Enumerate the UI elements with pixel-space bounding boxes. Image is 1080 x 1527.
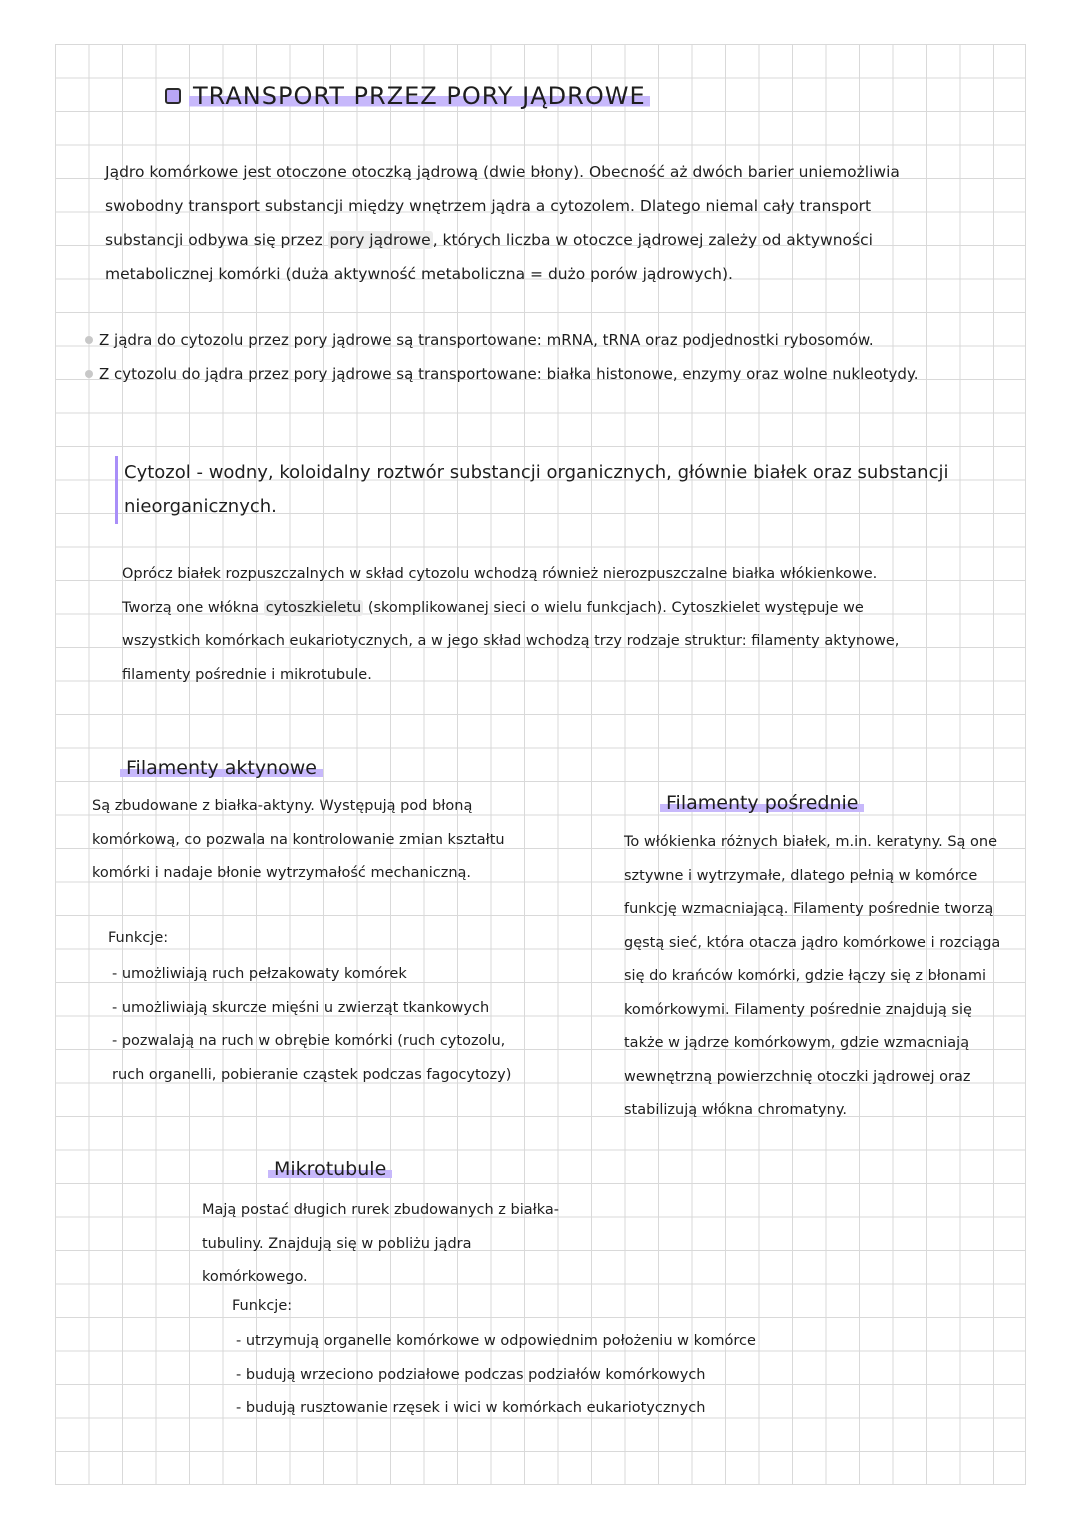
actin-functions-label: Funkcje: <box>108 930 169 946</box>
title-row <box>165 82 650 110</box>
actin-heading: Filamenty aktynowe <box>120 757 323 779</box>
intermediate-heading: Filamenty pośrednie <box>660 792 864 814</box>
actin-text: Są zbudowane z białka-aktyny. Występują pod błoną komórkową, co pozwala na kontrolowanie zmian kształtu komórki i nadaje błonie wytrzymałość mechaniczną. <box>92 798 505 881</box>
list-item: - budują rusztowanie rzęsek i wici w komórkach eukariotycznych <box>236 1392 956 1426</box>
intro-highlight: pory jądrowe <box>329 231 431 249</box>
cytoskeleton-paragraph: Oprócz białek rozpuszczalnych w skład cytozolu wchodzą również nierozpuszczalne białka włókienkowe. Tworzą one włókna cytoszkieletu (skomplikowanej sieci o wielu funkcjach). Cytoszkielet występuje we wszystkich komórkach eukariotycznych, a w jego skład wchodzą trzy rodzaje struktur: filamenty aktynowe, filamenty pośrednie i mikrotubule. <box>122 566 900 683</box>
intro-text-1: Jądro komórkowe jest otoczone otoczką jądrową (dwie błony). Obecność aż dwóch barier uniemożliwia swobodny transport substancji między wnętrzem jądra a cytozolem. Dlatego niemal cały transport substancji odbywa się przez <box>105 163 900 249</box>
square-bullet-icon <box>165 88 181 104</box>
microtubules-functions-label: Funkcje: <box>232 1298 293 1314</box>
list-item: Z jądra do cytozolu przez pory jądrowe są transportowane: mRNA, tRNA oraz podjednostki rybosomów. <box>85 323 1005 357</box>
microtubules-functions <box>236 1325 956 1426</box>
list-item: - umożliwiają skurcze mięśni u zwierząt tkankowych <box>112 992 512 1026</box>
list-item: - umożliwiają ruch pełzakowaty komórek <box>112 958 512 992</box>
intermediate-text: To włókienka różnych białek, m.in. keratyny. Są one sztywne i wytrzymałe, dlatego pełnią w komórce funkcję wzmacniającą. Filamenty pośrednie tworzą gęstą sieć, która otacza jądro komórkowe i rozciąga się do krańców komórki, gdzie łączy się z błonami komórkowymi. Filamenty pośrednie znajdują się także w jądrze komórkowym, gdzie wzmacniają wewnętrzną powierzchnię otoczki jądrowej oraz stabilizują włókna chromatyny. <box>624 834 1001 1118</box>
microtubules-text: Mają postać długich rurek zbudowanych z białka-tubuliny. Znajdują się w pobliżu jądra komórkowego. <box>202 1202 560 1285</box>
page-title: TRANSPORT PRZEZ PORY JĄDROWE <box>189 82 650 110</box>
actin-functions <box>112 958 512 1092</box>
list-item: - pozwalają na ruch w obrębie komórki (ruch cytozolu, ruch organelli, pobieranie cząstek podczas fagocytozy) <box>112 1025 512 1092</box>
cytozol-definition: Cytozol - wodny, koloidalny roztwór substancji organicznych, głównie białek oraz substancji nieorganicznych. <box>115 456 984 524</box>
list-item: - budują wrzeciono podziałowe podczas podziałów komórkowych <box>236 1359 956 1393</box>
bullet-dot-icon <box>85 370 93 378</box>
intro-paragraph <box>105 155 945 291</box>
cytoskeleton-highlight: cytoszkieletu <box>265 599 362 616</box>
microtubules-heading: Mikrotubule <box>268 1158 392 1180</box>
transport-list <box>85 323 1005 391</box>
intro-text-2: , których liczba w otoczce jądrowej zależy od aktywności metabolicznej komórki (duża aktywność metaboliczna = dużo porów jądrowych). <box>105 231 873 283</box>
list-item: - utrzymują organelle komórkowe w odpowiednim położeniu w komórce <box>236 1325 956 1359</box>
list-item: Z cytozolu do jądra przez pory jądrowe są transportowane: białka histonowe, enzymy oraz wolne nukleotydy. <box>85 357 1005 391</box>
bullet-dot-icon <box>85 336 93 344</box>
